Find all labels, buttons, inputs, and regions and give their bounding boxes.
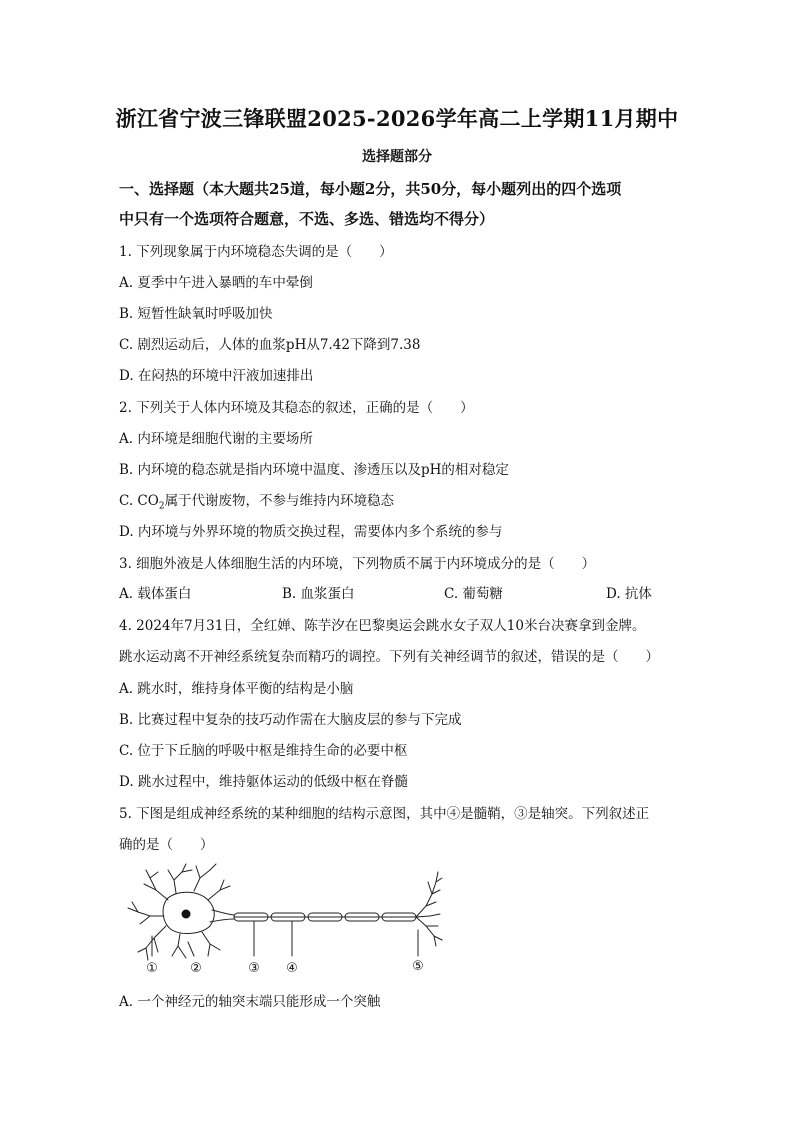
- question-4-option-b: B. 比赛过程中复杂的技巧动作需在大脑皮层的参与下完成: [119, 712, 462, 728]
- question-3-option-d: D. 抗体: [606, 586, 652, 602]
- question-1-option-d: D. 在闷热的环境中汗液加速排出: [119, 368, 314, 384]
- label-4: ④: [286, 961, 298, 976]
- question-4-option-a: A. 跳水时，维持身体平衡的结构是小脑: [119, 681, 354, 697]
- axon-terminals: [416, 872, 442, 946]
- question-3-stem: 3. 细胞外液是人体细胞生活的内环境，下列物质不属于内环境成分的是（ ）: [119, 556, 596, 572]
- question-3-option-a: A. 载体蛋白: [119, 586, 192, 602]
- label-2-leader: [188, 942, 194, 956]
- neuron-diagram: [116, 860, 446, 980]
- question-1-option-b: B. 短暂性缺氧时呼吸加快: [119, 306, 273, 322]
- question-3-option-c: C. 葡萄糖: [444, 586, 503, 602]
- question-3-option-b: B. 血浆蛋白: [282, 586, 355, 602]
- page-title: 浙江省宁波三锋联盟2025-2026学年高二上学期11月期中: [115, 106, 679, 131]
- question-2-option-c-rest: 属于代谢废物，不参与维持内环境稳态: [164, 493, 395, 509]
- question-2-option-c-subscript: 2: [158, 501, 165, 512]
- question-4-option-c: C. 位于下丘脑的呼吸中枢是维持生命的必要中枢: [119, 743, 408, 759]
- question-4-stem-line-1: 4. 2024年7月31日，全红婵、陈芋汐在巴黎奥运会跳水女子双人10米台决赛拿到金牌。: [119, 618, 646, 634]
- label-2: ②: [190, 961, 202, 976]
- question-4-option-d: D. 跳水过程中，维持躯体运动的低级中枢在脊髓: [119, 774, 408, 790]
- question-1-option-a: A. 夏季中午进入暴晒的车中晕倒: [119, 275, 313, 291]
- axon-hillock: [212, 910, 234, 915]
- question-2-option-c: [119, 489, 394, 512]
- question-2-option-c-prefix: C. CO: [119, 493, 159, 509]
- dendrites: [128, 864, 230, 960]
- question-1-stem: 1. 下列现象属于内环境稳态失调的是（ ）: [119, 244, 393, 260]
- label-5: ⑤: [412, 959, 424, 974]
- question-5-option-a: A. 一个神经元的轴突末端只能形成一个突触: [119, 994, 381, 1010]
- question-1-option-c: C. 剧烈运动后，人体的血浆pH从7.42下降到7.38: [119, 337, 421, 353]
- question-5-stem-line-2: 确的是（ ）: [119, 837, 214, 853]
- question-2-option-d: D. 内环境与外界环境的物质交换过程，需要体内多个系统的参与: [119, 524, 503, 540]
- question-4-stem-line-2: 跳水运动离不开神经系统复杂而精巧的调控。下列有关神经调节的叙述，错误的是（ ）: [119, 649, 659, 665]
- question-2-option-b: B. 内环境的稳态就是指内环境中温度、渗透压以及pH的相对稳定: [119, 462, 509, 478]
- question-5-stem-line-1: 5. 下图是组成神经系统的某种细胞的结构示意图，其中④是髓鞘，③是轴突。下列叙述正: [119, 806, 650, 822]
- question-2-option-a: A. 内环境是细胞代谢的主要场所: [119, 431, 313, 447]
- label-1: ①: [146, 961, 158, 976]
- label-3: ③: [248, 961, 260, 976]
- section-heading-line-2: 中只有一个选项符合题意，不选、多选、错选均不得分）: [119, 210, 495, 228]
- nucleus: [182, 910, 191, 919]
- section-heading-line-1: 一、选择题（本大题共25道，每小题2分，共50分，每小题列出的四个选项: [119, 180, 622, 198]
- section-subtitle: 选择题部分: [362, 149, 432, 165]
- question-2-stem: 2. 下列关于人体内环境及其稳态的叙述，正确的是（ ）: [119, 400, 474, 416]
